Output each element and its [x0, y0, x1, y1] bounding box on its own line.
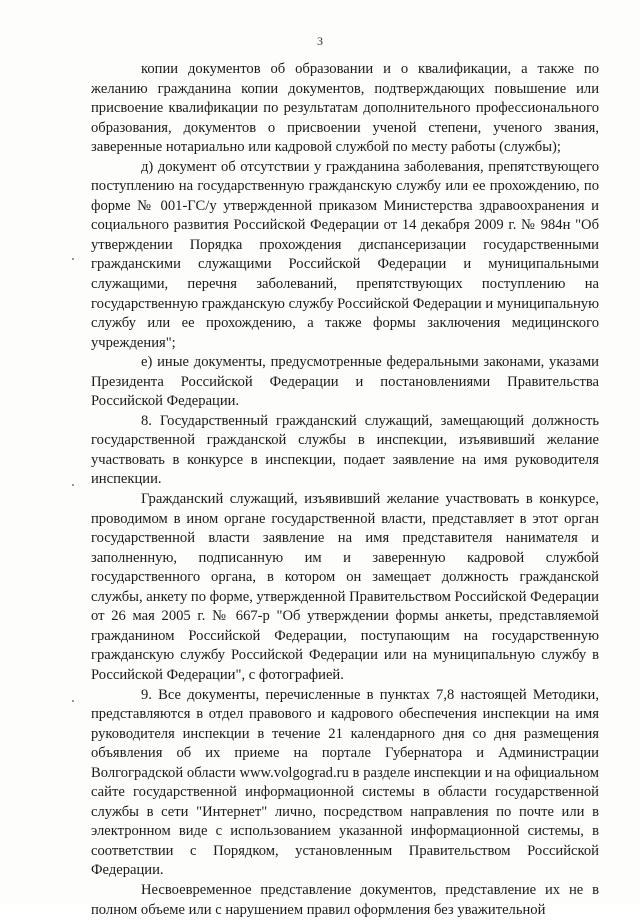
- paragraph-education-copies: копии документов об образовании и о квалификации, а также по желанию гражданина копии документов, подтверждающих повышение или присвоение квалификации по результатам дополнительного профессионального образования, документов о присвоении ученой степени, ученого звания, заверенные нотариально или кадровой службой по месту работы (службы);: [91, 61, 599, 156]
- page-number: 3: [317, 34, 323, 48]
- document-body: [91, 60, 599, 920]
- scan-margin-mark: [72, 484, 74, 486]
- paragraph-late-submission: Несвоевременное представление документов, представление их не в полном объеме или с нарушением правил оформления без уважительной: [91, 881, 599, 918]
- scan-margin-mark: [72, 700, 74, 702]
- scan-margin-mark: [72, 258, 74, 260]
- paragraph-other-documents: е) иные документы, предусмотренные федеральными законами, указами Президента Российской Федерации и постановлениями Правительства Российской Федерации.: [91, 354, 599, 410]
- paragraph-item-8: 8. Государственный гражданский служащий, замещающий должность государственной гражданской службы в инспекции, изъявивший желание участвовать в конкурсе в инспекции, подает заявление на имя руководителя инспекции.: [91, 412, 599, 488]
- paragraph-medical-document: д) документ об отсутствии у гражданина заболевания, препятствующего поступлению на государственную гражданскую службу или ее прохождению, по форме № 001-ГС/у утвержденной приказом Министерства здравоохранения и социального развития Российской Федерации от 14 декабря 2009 г. № 984н "Об утверждении Порядка прохождения диспансеризации государственными гражданскими служащими Российской Федерации и муниципальными служащими, перечня заболеваний, препятствующих поступлению на государственную гражданскую службу Российской Федерации и муниципальную службу или ее прохождению, а также формы заключения медицинского учреждения";: [91, 158, 599, 351]
- paragraph-civil-servant-other-body: Гражданский служащий, изъявивший желание участвовать в конкурсе, проводимом в ином органе государственной власти, представляет в этот орган государственной власти заявление на имя представителя нанимателя и заполненную, подписанную им и заверенную кадровой службой государственного органа, в котором он замещает должность гражданской службы, анкету по форме, утвержденной Правительством Российской Федерации от 26 мая 2005 г. № 667-р "Об утверждении формы анкеты, представляемой гражданином Российской Федерации, поступающим на государственную гражданскую службу Российской Федерации или на муниципальную службу в Российской Федерации", с фотографией.: [91, 491, 599, 683]
- paragraph-item-9: 9. Все документы, перечисленные в пунктах 7,8 настоящей Методики, представляются в отдел правового и кадрового обеспечения инспекции на имя руководителя инспекции в течение 21 календарного дня со дня размещения объявления об их приеме на портале Губернатора и Администрации Волгоградской области www.volgograd.ru в разделе инспекции и на официальном сайте государственной информационной системы в области государственной службы в сети "Интернет" лично, посредством направления по почте или в электронном виде с использованием указанной информационной системы, в соответствии с Порядком, установленным Правительством Российской Федерации.: [91, 686, 599, 879]
